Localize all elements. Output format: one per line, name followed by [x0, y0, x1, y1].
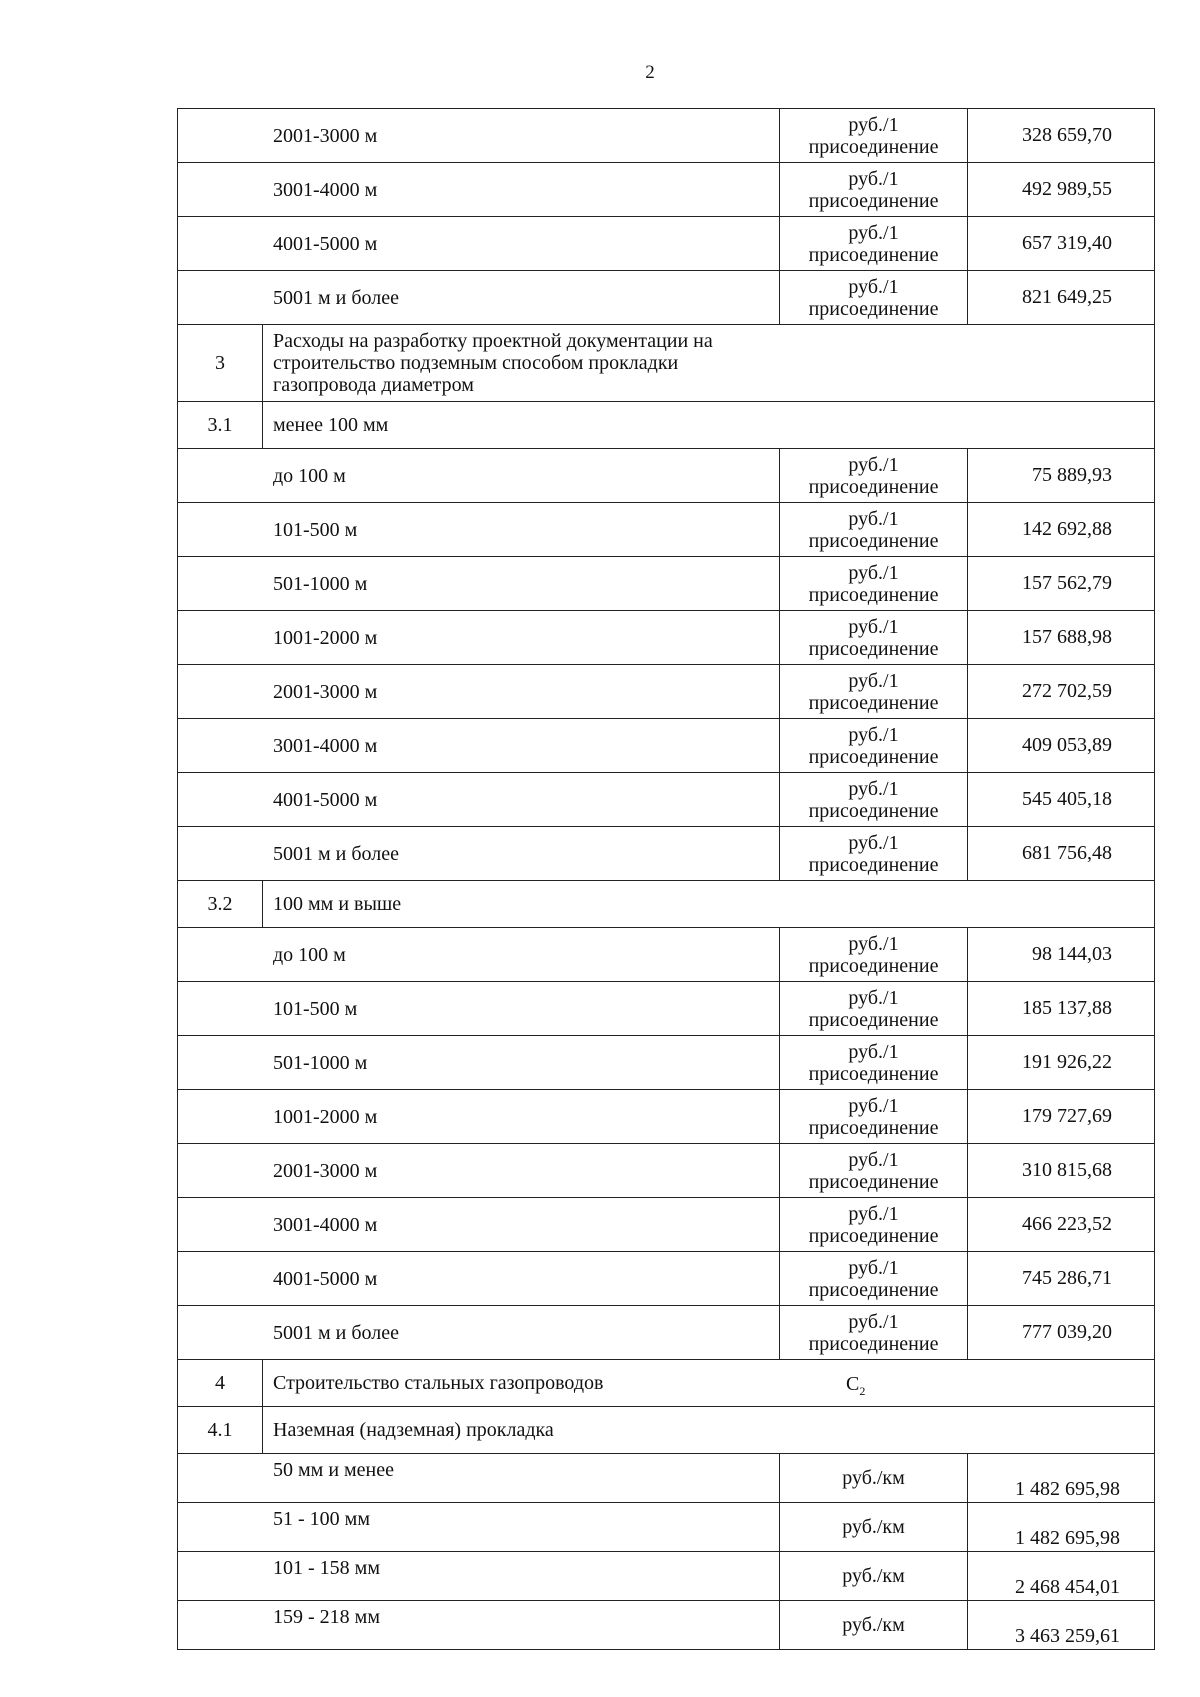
range-cell: [178, 719, 780, 773]
section-number: 4: [178, 1360, 263, 1407]
range-label: 501-1000 м: [273, 1051, 368, 1074]
unit-cell: [780, 1036, 968, 1090]
unit-line: руб./1: [848, 831, 899, 854]
table-row: [178, 1552, 1155, 1601]
range-cell: [178, 1090, 780, 1144]
section-number: 4.1: [178, 1407, 263, 1454]
value-cell: 821 649,25: [968, 271, 1155, 325]
range-cell: [178, 827, 780, 881]
unit-cell: руб./1 присоединение: [780, 163, 968, 217]
unit-line: руб./1: [848, 1256, 899, 1279]
value-cell: 1 482 695,98: [968, 1454, 1155, 1503]
range-label: 101-500 м: [273, 518, 358, 541]
subsection-header-row: [178, 402, 1155, 449]
unit-cell: [780, 449, 968, 503]
value-cell: 179 727,69: [968, 1090, 1155, 1144]
range-label: 3001-4000 м: [273, 734, 378, 757]
subsection-header-row: [178, 1407, 1155, 1454]
section-title: Расходы на разработку проектной документации на строительство подземным способом прокладки газопровода диаметром: [273, 330, 713, 396]
range-label: 50 мм и менее: [273, 1459, 395, 1481]
unit-cell: [780, 665, 968, 719]
value-cell: 2 468 454,01: [968, 1552, 1155, 1601]
value-cell: 75 889,93: [968, 449, 1155, 503]
table-row: [178, 928, 1155, 982]
unit-cell: [780, 557, 968, 611]
range-label: 4001-5000 м: [273, 788, 378, 811]
unit-line: присоединение: [808, 1116, 939, 1139]
table-row: [178, 665, 1155, 719]
value-cell: 98 144,03: [968, 928, 1155, 982]
range-cell: [178, 1036, 780, 1090]
unit-line: руб./1: [848, 932, 899, 955]
code-symbol: [846, 1373, 865, 1398]
section-title-cell: [263, 881, 1155, 928]
unit-cell: [780, 611, 968, 665]
range-label: 159 - 218 мм: [273, 1606, 380, 1628]
unit-line: руб./1: [848, 723, 899, 746]
unit-cell: руб./1 присоединение: [780, 217, 968, 271]
table-row: [178, 1036, 1155, 1090]
unit-cell: руб./км: [780, 1503, 968, 1552]
unit-cell: [780, 928, 968, 982]
unit-line: руб./1: [848, 1310, 899, 1333]
unit-cell: [780, 1252, 968, 1306]
table-row: [178, 1306, 1155, 1360]
subsection-header-row: [178, 881, 1155, 928]
range-label: 51 - 100 мм: [273, 1508, 370, 1530]
unit-line: присоединение: [808, 1278, 939, 1301]
table-row: [178, 982, 1155, 1036]
unit-cell: руб./км: [780, 1601, 968, 1650]
unit-line: присоединение: [808, 583, 939, 606]
range-label: 2001-3000 м: [273, 680, 378, 703]
value-cell: 272 702,59: [968, 665, 1155, 719]
range-label: 5001 м и более: [273, 1321, 400, 1344]
range-cell: [178, 557, 780, 611]
value-cell: 142 692,88: [968, 503, 1155, 557]
range-label: 4001-5000 м: [273, 232, 378, 255]
unit-line: присоединение: [808, 745, 939, 768]
range-label: до 100 м: [273, 464, 346, 487]
range-cell: [178, 773, 780, 827]
table-row: [178, 449, 1155, 503]
unit-cell: руб./1 присоединение: [780, 109, 968, 163]
table-row: [178, 503, 1155, 557]
section-header-row: [178, 325, 1155, 402]
table-row: [178, 1090, 1155, 1144]
table-row: [178, 773, 1155, 827]
range-label: 2001-3000 м: [273, 1159, 378, 1182]
value-cell: 185 137,88: [968, 982, 1155, 1036]
range-cell: [178, 503, 780, 557]
value-cell: 545 405,18: [968, 773, 1155, 827]
value-cell: 3 463 259,61: [968, 1601, 1155, 1650]
unit-cell: [780, 1144, 968, 1198]
unit-cell: [780, 827, 968, 881]
range-label: 5001 м и более: [273, 286, 400, 309]
subsection-header-row: [178, 1360, 1155, 1407]
unit-line: руб./1: [848, 453, 899, 476]
unit-line: руб./1: [848, 1094, 899, 1117]
rows-3-1: [178, 449, 1155, 1650]
section-title-cell: [263, 1407, 1155, 1454]
table-row: [178, 217, 1155, 271]
value-cell: 466 223,52: [968, 1198, 1155, 1252]
unit-line: присоединение: [808, 691, 939, 714]
unit-line: руб./1: [848, 1148, 899, 1171]
range-label: 4001-5000 м: [273, 1267, 378, 1290]
tariff-table-body: [178, 109, 1155, 449]
value-cell: 657 319,40: [968, 217, 1155, 271]
page-number: 2: [645, 62, 655, 83]
table-row: [178, 827, 1155, 881]
table-row: [178, 271, 1155, 325]
unit-line: присоединение: [808, 637, 939, 660]
range-cell: [178, 665, 780, 719]
value-cell: 409 053,89: [968, 719, 1155, 773]
range-label: до 100 м: [273, 943, 346, 966]
section-number: 3: [178, 325, 263, 402]
table-row: [178, 1252, 1155, 1306]
range-cell: [178, 1252, 780, 1306]
range-label: 3001-4000 м: [273, 1213, 378, 1236]
unit-cell: [780, 982, 968, 1036]
value-cell: 157 562,79: [968, 557, 1155, 611]
range-label: 3001-4000 м: [273, 178, 378, 201]
table-row: [178, 1198, 1155, 1252]
value-cell: 157 688,98: [968, 611, 1155, 665]
range-cell: [178, 982, 780, 1036]
unit-line: руб./1: [848, 669, 899, 692]
value-cell: 1 482 695,98: [968, 1503, 1155, 1552]
table-row: [178, 1144, 1155, 1198]
unit-cell: [780, 503, 968, 557]
value-cell: 328 659,70: [968, 109, 1155, 163]
unit-line: руб./1: [848, 1040, 899, 1063]
code-subscript: 2: [859, 1384, 866, 1398]
table-row: [178, 163, 1155, 217]
unit-cell: [780, 1090, 968, 1144]
unit-line: руб./1: [848, 561, 899, 584]
table-row: [178, 719, 1155, 773]
unit-line: присоединение: [808, 529, 939, 552]
unit-cell: руб./км: [780, 1552, 968, 1601]
unit-cell: [780, 1306, 968, 1360]
section-title: Строительство стальных газопроводов: [273, 1372, 604, 1394]
unit-line: присоединение: [808, 799, 939, 822]
range-label: 1001-2000 м: [273, 626, 378, 649]
range-label: 5001 м и более: [273, 842, 400, 865]
value-cell: 777 039,20: [968, 1306, 1155, 1360]
unit-line: присоединение: [808, 475, 939, 498]
unit-line: руб./1: [848, 777, 899, 800]
unit-line: присоединение: [808, 1332, 939, 1355]
unit-cell: руб./1 присоединение: [780, 271, 968, 325]
range-cell: [178, 1454, 780, 1503]
range-cell: [178, 1144, 780, 1198]
unit-line: руб./1: [848, 615, 899, 638]
unit-cell: [780, 773, 968, 827]
unit-line: присоединение: [808, 1062, 939, 1085]
table-row: [178, 1503, 1155, 1552]
range-cell: [178, 1503, 780, 1552]
range-label: 101-500 м: [273, 997, 358, 1020]
table-row: [178, 109, 1155, 163]
range-cell: [178, 928, 780, 982]
unit-line: руб./1: [848, 986, 899, 1009]
range-cell: [178, 1198, 780, 1252]
value-cell: 191 926,22: [968, 1036, 1155, 1090]
unit-cell: [780, 1198, 968, 1252]
table-row: [178, 1601, 1155, 1650]
range-label: 2001-3000 м: [273, 124, 378, 147]
unit-cell: руб./км: [780, 1454, 968, 1503]
subsection-title: менее 100 мм: [263, 402, 1155, 449]
value-cell: 492 989,55: [968, 163, 1155, 217]
range-cell: [178, 1306, 780, 1360]
range-cell: [178, 1601, 780, 1650]
unit-line: присоединение: [808, 853, 939, 876]
section-title: Наземная (надземная) прокладка: [273, 1419, 554, 1441]
range-cell: [178, 1552, 780, 1601]
unit-cell: [780, 719, 968, 773]
value-cell: 745 286,71: [968, 1252, 1155, 1306]
range-cell: [178, 611, 780, 665]
value-cell: 310 815,68: [968, 1144, 1155, 1198]
subsection-number: 3.1: [178, 402, 263, 449]
table-row: [178, 557, 1155, 611]
range-label: 501-1000 м: [273, 572, 368, 595]
range-cell: [178, 449, 780, 503]
code-letter: C: [846, 1373, 860, 1395]
value-cell: 681 756,48: [968, 827, 1155, 881]
table-row: [178, 1454, 1155, 1503]
section-title-cell: [263, 1360, 1155, 1407]
section-number: 3.2: [178, 881, 263, 928]
unit-line: присоединение: [808, 1170, 939, 1193]
unit-line: руб./1: [848, 1202, 899, 1225]
tariff-table: [177, 108, 1155, 1650]
range-label: 1001-2000 м: [273, 1105, 378, 1128]
section-title: 100 мм и выше: [273, 893, 402, 915]
unit-line: присоединение: [808, 1008, 939, 1031]
range-label: 101 - 158 мм: [273, 1557, 380, 1579]
unit-line: присоединение: [808, 954, 939, 977]
unit-line: руб./1: [848, 507, 899, 530]
table-row: [178, 611, 1155, 665]
unit-line: присоединение: [808, 1224, 939, 1247]
